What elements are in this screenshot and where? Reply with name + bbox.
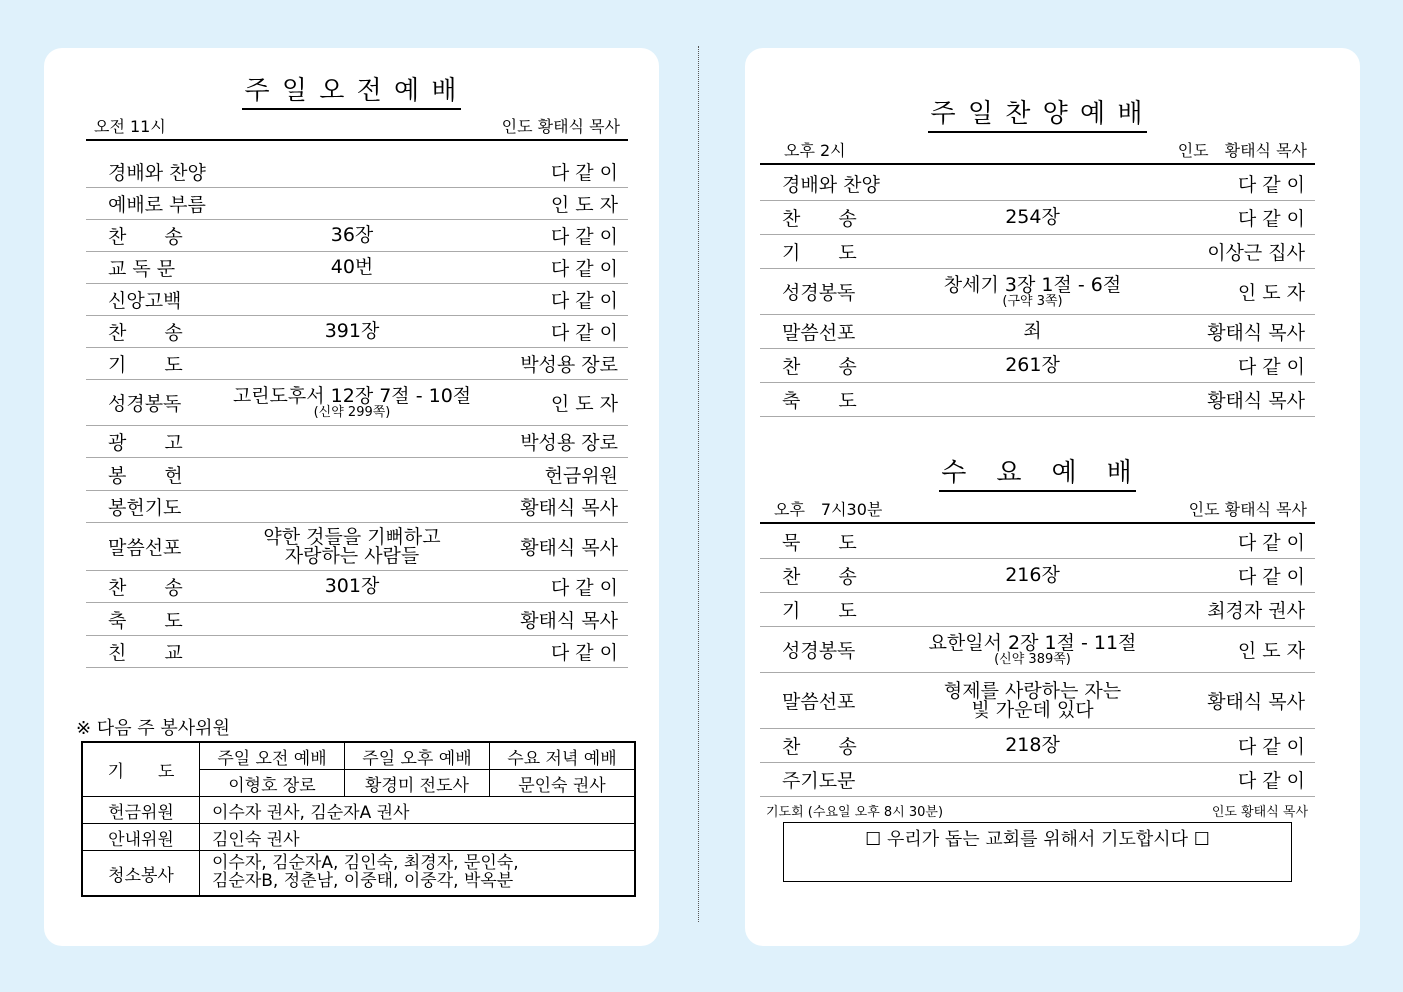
order-item-name: 찬 송 — [108, 322, 183, 344]
order-item-by: 다 같 이 — [1237, 174, 1305, 196]
order-item-name: 찬 송 — [108, 226, 183, 248]
order-row — [86, 252, 628, 284]
order-item-by: 이상근 집사 — [1207, 242, 1305, 264]
order-row — [86, 458, 628, 491]
order-item-by: 다 같 이 — [1237, 736, 1305, 758]
usher-value: 김인숙 권사 — [200, 824, 636, 851]
order-item-name: 축 도 — [782, 390, 857, 412]
order-row — [760, 315, 1315, 349]
order-item-detail — [216, 258, 488, 277]
order-item-detail — [910, 356, 1155, 375]
order-item-by: 다 같 이 — [550, 642, 618, 664]
prayer-meeting-line — [766, 801, 1308, 820]
order-item-by: 다 같 이 — [550, 577, 618, 599]
order-row — [760, 383, 1315, 417]
order-item-name: 기 도 — [108, 354, 183, 376]
order-row — [86, 155, 628, 188]
cleaning-line-1: 이수자, 김순자A, 김인숙, 최경자, 문인숙, — [212, 853, 519, 874]
order-item-detail — [910, 679, 1155, 721]
order-item-detail-text: 218장 — [1005, 734, 1060, 756]
order-row — [760, 559, 1315, 593]
order-item-detail-text: 40번 — [330, 256, 374, 278]
fold-divider — [698, 46, 699, 922]
order-item-detail — [216, 577, 488, 596]
prayer-morning: 이형호 장로 — [200, 770, 345, 797]
order-row — [86, 316, 628, 348]
order-row — [760, 673, 1315, 729]
order-item-by: 다 같 이 — [1237, 208, 1305, 230]
order-item-name: 성경봉독 — [108, 393, 182, 415]
wednesday-service-meta — [760, 497, 1315, 524]
col-wednesday: 수요 저녁 예배 — [489, 742, 635, 770]
order-row — [86, 220, 628, 252]
usher-label: 안내위원 — [82, 824, 200, 851]
order-row — [760, 167, 1315, 201]
order-item-name: 예배로 부름 — [108, 194, 206, 216]
order-item-name: 친 교 — [108, 642, 183, 664]
order-item-page-ref: (구약 3쪽) — [1002, 293, 1063, 309]
order-item-detail-text: 고린도후서 12장 7절 - 10절 — [232, 384, 472, 407]
order-item-by: 박성용 장로 — [520, 354, 618, 376]
order-item-name: 찬 송 — [108, 577, 183, 599]
order-item-detail — [910, 736, 1155, 755]
order-item-by: 인 도 자 — [1237, 282, 1305, 304]
order-item-by: 황태식 목사 — [1207, 322, 1305, 344]
order-item-detail-text: 창세기 3장 1절 - 6절 — [943, 273, 1122, 296]
order-item-detail-text: 형제를 사랑하는 자는 — [943, 679, 1122, 702]
wednesday-leader: 인도 황태식 목사 — [1188, 500, 1307, 519]
praise-order-list — [760, 167, 1315, 417]
order-item-by: 인 도 자 — [550, 194, 618, 216]
order-item-name: 경배와 찬양 — [782, 174, 880, 196]
col-morning: 주일 오전 예배 — [200, 742, 345, 770]
order-row — [86, 636, 628, 668]
order-item-detail — [216, 322, 488, 341]
order-item-name: 묵 도 — [782, 532, 857, 554]
order-item-detail-text: 약한 것들을 기뻐하고 — [263, 525, 441, 548]
order-item-name: 교 독 문 — [108, 258, 176, 280]
order-item-by: 황태식 목사 — [520, 497, 618, 519]
order-item-by: 다 같 이 — [550, 322, 618, 344]
wednesday-order-list — [760, 525, 1315, 797]
order-item-name: 말씀선포 — [782, 322, 856, 344]
order-row — [760, 349, 1315, 383]
prayer-request-text: ☐ 우리가 돕는 교회를 위해서 기도합시다 ☐ — [865, 829, 1210, 850]
order-item-detail-line2: 자랑하는 사람들 — [284, 544, 420, 567]
order-row — [86, 603, 628, 636]
order-item-by: 다 같 이 — [1237, 356, 1305, 378]
cleaning-label: 청소봉사 — [82, 851, 200, 897]
order-item-name: 성경봉독 — [782, 640, 856, 662]
order-item-by: 다 같 이 — [550, 290, 618, 312]
order-row — [760, 593, 1315, 627]
order-item-by: 황태식 목사 — [1207, 390, 1305, 412]
prayer-request-box — [783, 822, 1292, 882]
order-item-detail — [910, 322, 1155, 341]
order-item-by: 박성용 장로 — [520, 432, 618, 454]
praise-service-title: 주 일 찬 양 예 배 — [745, 93, 1330, 130]
prayer-afternoon: 황경미 전도사 — [344, 770, 489, 797]
praise-time: 오후 2시 — [784, 141, 846, 160]
order-row — [760, 201, 1315, 235]
order-item-detail-text: 36장 — [330, 224, 374, 246]
order-item-by: 다 같 이 — [1237, 566, 1305, 588]
order-row — [86, 348, 628, 380]
order-row — [86, 571, 628, 603]
order-item-name: 말씀선포 — [108, 537, 182, 559]
order-item-by: 최경자 권사 — [1207, 600, 1305, 622]
order-row — [760, 763, 1315, 797]
order-item-page-ref: (신약 299쪽) — [313, 404, 391, 420]
order-item-by: 다 같 이 — [550, 226, 618, 248]
order-item-detail-text: 301장 — [324, 575, 380, 597]
prayer-wednesday: 문인숙 권사 — [489, 770, 635, 797]
offering-value: 이수자 권사, 김순자A 권사 — [200, 797, 636, 824]
order-item-name: 주기도문 — [782, 770, 856, 792]
order-row — [86, 426, 628, 458]
order-item-name: 신앙고백 — [108, 290, 182, 312]
order-item-detail — [910, 208, 1155, 227]
order-row — [760, 729, 1315, 763]
order-row — [760, 525, 1315, 559]
next-week-staff-table — [81, 741, 636, 897]
cleaning-value — [200, 851, 636, 897]
order-item-detail — [910, 273, 1155, 309]
order-item-by: 인 도 자 — [550, 393, 618, 415]
order-item-name: 광 고 — [108, 432, 183, 454]
order-item-detail — [910, 566, 1155, 585]
order-item-by: 헌금위원 — [544, 464, 618, 487]
order-item-name: 찬 송 — [782, 566, 857, 588]
order-item-detail-text: 261장 — [1005, 354, 1060, 376]
morning-service-meta — [86, 114, 628, 141]
col-afternoon: 주일 오후 예배 — [344, 742, 489, 770]
order-item-name: 말씀선포 — [782, 691, 856, 713]
morning-time: 오전 11시 — [94, 117, 166, 136]
order-row — [760, 627, 1315, 673]
order-item-name: 봉헌기도 — [108, 497, 182, 519]
order-item-name: 봉 헌 — [108, 464, 183, 487]
order-item-name: 찬 송 — [782, 356, 857, 378]
order-item-detail-text: 죄 — [1023, 320, 1042, 342]
morning-order-list — [86, 155, 628, 668]
order-item-name: 기 도 — [782, 242, 857, 264]
order-item-detail-text: 254장 — [1005, 206, 1060, 228]
order-row — [86, 491, 628, 523]
praise-service-meta — [760, 138, 1315, 165]
wednesday-time: 오후 7시30분 — [774, 500, 883, 519]
order-item-detail — [216, 384, 488, 420]
order-item-by: 황태식 목사 — [520, 537, 618, 559]
morning-leader: 인도 황태식 목사 — [501, 117, 620, 136]
order-row — [86, 284, 628, 316]
offering-label: 헌금위원 — [82, 797, 200, 824]
order-row — [86, 188, 628, 220]
order-item-name: 기 도 — [782, 600, 857, 622]
order-item-name: 찬 송 — [782, 208, 857, 230]
morning-service-title: 주 일 오 전 예 배 — [44, 70, 659, 107]
order-item-name: 축 도 — [108, 609, 183, 632]
order-item-page-ref: (신약 389쪽) — [994, 651, 1071, 667]
next-week-heading: ※ 다음 주 봉사위원 — [76, 718, 230, 739]
wednesday-service-title: 수 요 예 배 — [745, 452, 1330, 489]
order-item-by: 다 같 이 — [1237, 532, 1305, 554]
prayer-meeting-leader: 인도 황태식 목사 — [1211, 805, 1308, 820]
order-item-by: 다 같 이 — [1237, 770, 1305, 792]
order-item-by: 황태식 목사 — [1207, 691, 1305, 713]
order-row — [760, 269, 1315, 315]
order-item-by: 다 같 이 — [550, 258, 618, 280]
prayer-meeting: 기도회 (수요일 오후 8시 30분) — [766, 805, 944, 820]
order-row — [86, 523, 628, 571]
order-item-detail-line2: 빛 가운데 있다 — [971, 698, 1094, 721]
order-item-detail — [910, 631, 1155, 667]
order-item-detail-text: 391장 — [324, 320, 380, 342]
order-item-name: 찬 송 — [782, 736, 857, 758]
order-row — [760, 235, 1315, 269]
order-item-detail — [216, 226, 488, 245]
order-row — [86, 380, 628, 426]
prayer-label: 기 도 — [82, 742, 200, 797]
order-item-name: 성경봉독 — [782, 282, 856, 304]
order-item-detail — [216, 525, 488, 567]
cleaning-line-2: 김순자B, 정춘남, 이중태, 이중각, 박옥분 — [212, 871, 514, 891]
order-item-name: 경배와 찬양 — [108, 161, 206, 184]
order-item-by: 황태식 목사 — [520, 609, 618, 632]
order-item-detail-text: 216장 — [1005, 564, 1060, 586]
order-item-by: 인 도 자 — [1237, 640, 1305, 662]
order-item-detail-text: 요한일서 2장 1절 - 11절 — [928, 631, 1137, 654]
praise-leader: 인도 황태식 목사 — [1177, 141, 1307, 160]
order-item-by: 다 같 이 — [550, 161, 618, 184]
